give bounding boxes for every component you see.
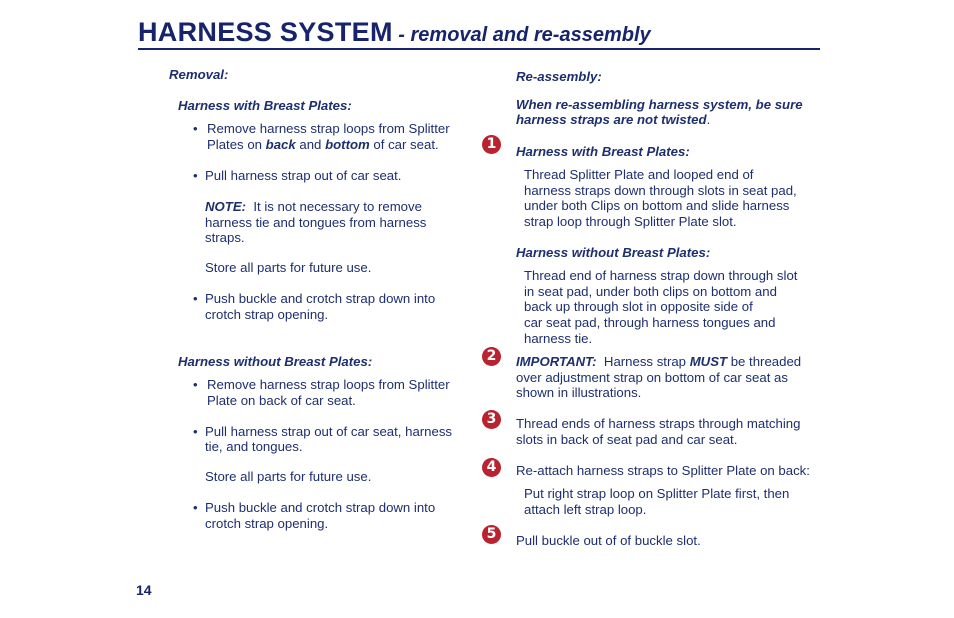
removal-wop-b3-l2: crotch strap opening. <box>205 516 329 531</box>
removal-wop-b1-l2: Plate on back of car seat. <box>207 393 356 408</box>
bullet-dot: • <box>193 377 198 392</box>
step-2-badge: 2 <box>482 347 501 366</box>
page-number: 14 <box>136 582 152 598</box>
removal-wp-note-l1: NOTE: It is not necessary to remove <box>205 199 422 214</box>
removal-wp-b1-l2: Plates on back and bottom of car seat. <box>207 137 439 152</box>
step2-l1: IMPORTANT: Harness strap MUST be threaded <box>516 354 802 369</box>
removal-wop-b2-l1: Pull harness strap out of car seat, harness <box>205 424 453 439</box>
step1-m3: back up through slot in opposite side of <box>524 299 753 314</box>
removal-wop-b2-l2: tie, and tongues. <box>205 439 303 454</box>
removal-wp-b3-l2: crotch strap opening. <box>205 307 329 322</box>
step3-l1: Thread ends of harness straps through matching <box>516 416 801 431</box>
step3-l2: slots in back of seat pad and car seat. <box>516 432 738 447</box>
reassembly-intro-l2: harness straps are not twisted. <box>516 112 711 127</box>
bullet-dot: • <box>193 121 198 136</box>
without-plates-heading: Harness without Breast Plates: <box>178 354 373 369</box>
removal-wp-b2: Pull harness strap out of car seat. <box>205 168 402 183</box>
removal-wp-b1-l1: Remove harness strap loops from Splitter <box>207 121 450 136</box>
reassembly-intro-l1: When re-assembling harness system, be sure <box>516 97 803 112</box>
step1-heading2: Harness without Breast Plates: <box>516 245 711 260</box>
step2-l3: shown in illustrations. <box>516 385 642 400</box>
bullet-dot: • <box>193 424 198 439</box>
step1-m5: harness tie. <box>524 331 593 346</box>
title-rule <box>138 48 820 50</box>
removal-wp-note-l3: straps. <box>205 230 245 245</box>
step4-s2: attach left strap loop. <box>524 502 647 517</box>
removal-wop-store: Store all parts for future use. <box>205 469 372 484</box>
removal-wop-b3-l1: Push buckle and crotch strap down into <box>205 500 436 515</box>
step1-l2: harness straps down through slots in seat pad, <box>524 183 797 198</box>
bullet-dot: • <box>193 168 198 183</box>
step-3-badge: 3 <box>482 410 501 429</box>
step-5-badge: 5 <box>482 525 501 544</box>
step5-l1: Pull buckle out of of buckle slot. <box>516 533 701 548</box>
step-4-badge: 4 <box>482 458 501 477</box>
step-1-badge: 1 <box>482 135 501 154</box>
step4-l1: Re-attach harness straps to Splitter Plate on back: <box>516 463 810 478</box>
step2-l2: over adjustment strap on bottom of car seat as <box>516 370 788 385</box>
bullet-dot: • <box>193 500 198 515</box>
reassembly-heading: Re-assembly: <box>516 69 602 84</box>
step1-m4: car seat pad, through harness tongues and <box>524 315 776 330</box>
step1-l1: Thread Splitter Plate and looped end of <box>524 167 754 182</box>
step1-heading: Harness with Breast Plates: <box>516 144 690 159</box>
step1-l3: under both Clips on bottom and slide harness <box>524 198 790 213</box>
removal-wp-note-l2: harness tie and tongues from harness <box>205 215 427 230</box>
removal-wp-store: Store all parts for future use. <box>205 260 372 275</box>
removal-wp-b3-l1: Push buckle and crotch strap down into <box>205 291 436 306</box>
step1-m2: in seat pad, under both clips on bottom and <box>524 284 777 299</box>
with-plates-heading: Harness with Breast Plates: <box>178 98 352 113</box>
step1-m1: Thread end of harness strap down through slot <box>524 268 798 283</box>
title-sub: - removal and re-assembly <box>392 24 651 46</box>
step1-l4: strap loop through Splitter Plate slot. <box>524 214 737 229</box>
step4-s1: Put right strap loop on Splitter Plate first, then <box>524 486 790 501</box>
removal-wop-b1-l1: Remove harness strap loops from Splitter <box>207 377 450 392</box>
removal-heading: Removal: <box>169 67 229 82</box>
bullet-dot: • <box>193 291 198 306</box>
title-main: HARNESS SYSTEM <box>138 17 393 47</box>
